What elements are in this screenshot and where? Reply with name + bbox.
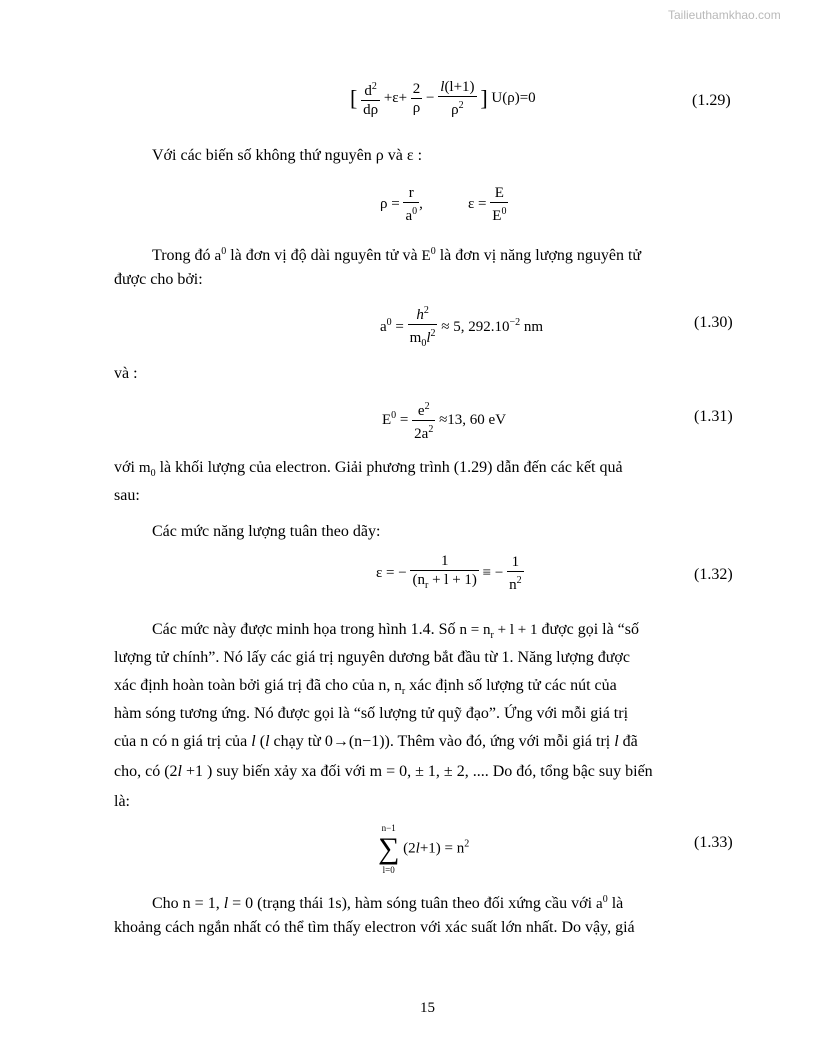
equation-1-29: [ $\frac{d^2}{d\rho}$ +ε+ $\frac{2}{\rho}$ − $\frac{l(l+1)}{\rho^2}$ ] U(ρ)=0 [350,79,536,118]
equation-rho: ρ = $\frac{r}{a^0}$ , [380,185,423,224]
paragraph-quantum-line2: lượng tử chính”. Nó lấy các giá trị nguyên dương bắt đầu từ 1. Năng lượng được [114,649,630,666]
paragraph-quantum-line6: cho, có (2l +1 ) suy biến xảy xa đối với m = 0, ± 1, ± 2, .... Do đó, tổng bậc suy biến [114,763,653,780]
watermark: Tailieuthamkhao.com [668,8,781,22]
equation-1-31: $E^0$ = $\frac{e^2}{2a^2}$ ≈13, 60 eV [382,398,506,443]
equation-number-1-30: (1.30) [694,314,733,331]
equation-epsilon: ε = $\frac{E}{E^0}$ [468,185,507,224]
paragraph-units-line1: Trong đó $a^0$ là đơn vị độ dài nguyên tử và $E^0$ là đơn vị năng lượng nguyên tử [152,246,642,264]
equation-number-1-33: (1.33) [694,834,733,851]
equation-number-1-31: (1.31) [694,408,733,425]
paragraph-ground-state-line2: khoảng cách ngắn nhất có thể tìm thấy electron với xác suất lớn nhất. Do vậy, giá [114,919,635,936]
paragraph-ground-state-line1: Cho n = 1, l = 0 (trạng thái 1s), hàm sóng tuân theo đối xứng cầu với $a^0$ là [152,894,624,912]
equation-1-30: $a^0$ = $\frac{h^2}{m_0l^2}$ ≈ 5, $292.10^{-2}$ nm [380,302,543,353]
text-va: và : [114,365,138,382]
equation-1-33: n−1 ∑ l=0 $(2l+1) = n^2$ [378,823,470,875]
equation-1-32: ε = − $\frac{1}{(n_r + l + 1)}$ ≡ − $\frac{1}{n^2}$ [376,553,522,593]
equation-number-1-29: (1.29) [692,92,731,109]
paragraph-quantum-line3: xác định hoàn toàn bởi giá trị đã cho của n, $n_r$ xác định số lượng tử các nút của [114,677,617,697]
paragraph-quantum-line7: là: [114,793,130,810]
paragraph-quantum-line5: của n có n giá trị của l (l chạy từ 0→(n−1)). Thêm vào đó, ứng với mỗi giá trị l đã [114,733,638,750]
paragraph-variables: Với các biến số không thứ nguyên ρ và ε : [152,147,423,164]
paragraph-quantum-line4: hàm sóng tương ứng. Nó được gọi là “số lượng tử quỹ đạo”. Ứng với mỗi giá trị [114,705,629,722]
page-number: 15 [420,1000,435,1016]
equation-number-1-32: (1.32) [694,566,733,583]
paragraph-units-line2: được cho bởi: [114,271,203,288]
paragraph-energy-levels: Các mức năng lượng tuân theo dãy: [152,523,381,540]
paragraph-electron-mass-line2: sau: [114,487,140,504]
paragraph-quantum-line1: Các mức này được minh họa trong hình 1.4. Số $n = n_r + l + 1$ được gọi là “số [152,621,640,641]
summation: n−1 ∑ l=0 [378,823,400,875]
paragraph-electron-mass-line1: với $m_0$ là khối lượng của electron. Giải phương trình (1.29) dẫn đến các kết quả [114,459,623,479]
